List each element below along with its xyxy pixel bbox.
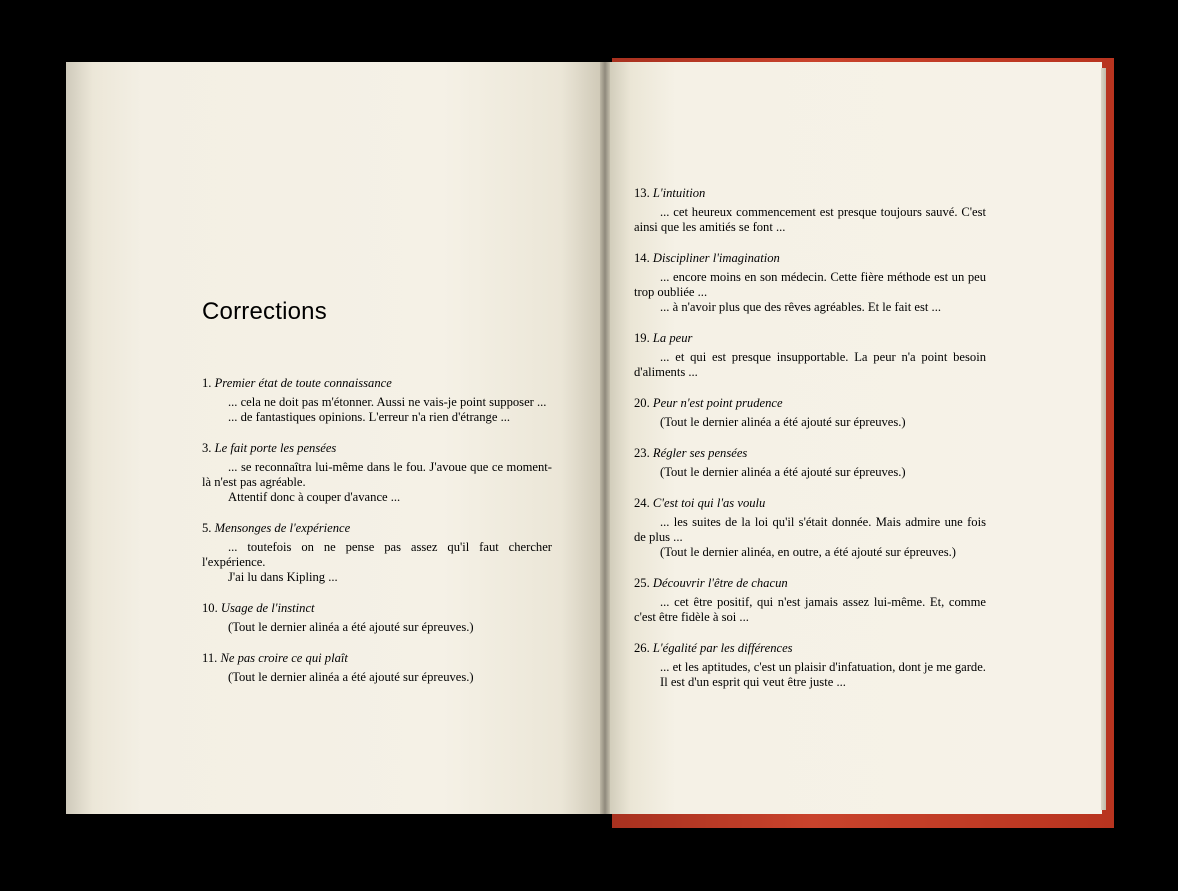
entry-name: L'égalité par les différences <box>652 641 793 655</box>
entry-number: 24. <box>634 496 650 510</box>
right-entry-list <box>634 186 986 690</box>
entry-number: 19. <box>634 331 650 345</box>
correction-entry <box>634 641 986 690</box>
page-edges <box>1101 68 1106 810</box>
entry-paragraph: J'ai lu dans Kipling ... <box>228 570 338 584</box>
entry-title <box>202 441 552 456</box>
correction-entry <box>634 446 986 480</box>
entry-name: C'est toi qui l'as voulu <box>652 496 766 510</box>
entry-paragraph: (Tout le dernier alinéa a été ajouté sur épreuves.) <box>228 620 474 634</box>
entry-paragraph: ... cet heureux commencement est presque toujours sauvé. C'est ainsi que les amitiés se font ... <box>634 205 986 234</box>
left-entry-list <box>202 376 552 685</box>
entry-number: 1. <box>202 376 212 390</box>
entry-name: Usage de l'instinct <box>220 601 315 615</box>
entry-paragraph: Il est d'un esprit qui veut être juste ... <box>660 675 846 689</box>
page-heading: Corrections <box>202 298 327 325</box>
entry-name: Discipliner l'imagination <box>652 251 780 265</box>
entry-paragraph: ... de fantastiques opinions. L'erreur n'a rien d'étrange ... <box>228 410 511 424</box>
correction-entry <box>634 496 986 560</box>
entry-number: 23. <box>634 446 650 460</box>
entry-number: 5. <box>202 521 212 535</box>
entry-paragraph: ... à n'avoir plus que des rêves agréables. Et le fait est ... <box>660 300 941 314</box>
entry-title <box>634 496 986 511</box>
entry-title <box>634 576 986 591</box>
entry-name: Peur n'est point prudence <box>652 396 783 410</box>
entry-name: La peur <box>652 331 693 345</box>
entry-paragraph: ... et les aptitudes, c'est un plaisir d'infatuation, dont je me garde. <box>660 660 986 674</box>
entry-title <box>202 376 552 391</box>
correction-entry <box>202 651 552 685</box>
entry-paragraph: (Tout le dernier alinéa a été ajouté sur épreuves.) <box>228 670 474 684</box>
entry-paragraph: Attentif donc à couper d'avance ... <box>228 490 401 504</box>
right-page-content <box>634 186 986 706</box>
entry-paragraph: ... les suites de la loi qu'il s'était donnée. Mais admire une fois de plus ... <box>634 515 986 544</box>
entry-title <box>202 521 552 536</box>
entry-paragraph: (Tout le dernier alinéa a été ajouté sur épreuves.) <box>660 465 906 479</box>
book-gutter <box>600 62 610 814</box>
entry-number: 11. <box>202 651 218 665</box>
entry-paragraph: (Tout le dernier alinéa, en outre, a été ajouté sur épreuves.) <box>660 545 956 559</box>
entry-number: 26. <box>634 641 650 655</box>
correction-entry <box>634 251 986 315</box>
entry-name: Premier état de toute connaissance <box>214 376 392 390</box>
entry-name: Découvrir l'être de chacun <box>652 576 788 590</box>
entry-paragraph: ... se reconnaîtra lui-même dans le fou. J'avoue que ce moment-là n'est pas agréable. <box>202 460 552 489</box>
correction-entry <box>202 601 552 635</box>
correction-entry <box>202 521 552 585</box>
entry-title <box>634 331 986 346</box>
entry-number: 14. <box>634 251 650 265</box>
correction-entry <box>634 186 986 235</box>
entry-number: 13. <box>634 186 650 200</box>
entry-paragraph: ... toutefois on ne pense pas assez qu'il faut chercher l'expérience. <box>202 540 552 569</box>
entry-paragraph: ... cet être positif, qui n'est jamais assez lui-même. Et, comme c'est être fidèle à soi ... <box>634 595 986 624</box>
correction-entry <box>202 441 552 505</box>
entry-paragraph: ... et qui est presque insupportable. La peur n'a point besoin d'aliments ... <box>634 350 986 379</box>
correction-entry <box>634 331 986 380</box>
entry-title <box>202 601 552 616</box>
left-page-content <box>202 300 552 701</box>
entry-title <box>634 186 986 201</box>
entry-title <box>202 651 552 666</box>
entry-name: Mensonges de l'expérience <box>214 521 351 535</box>
entry-name: L'intuition <box>652 186 706 200</box>
entry-number: 20. <box>634 396 650 410</box>
entry-title <box>634 396 986 411</box>
entry-paragraph: ... cela ne doit pas m'étonner. Aussi ne vais-je point supposer ... <box>228 395 547 409</box>
entry-title <box>634 251 986 266</box>
entry-name: Le fait porte les pensées <box>214 441 337 455</box>
entry-title <box>634 641 986 656</box>
correction-entry <box>634 396 986 430</box>
entry-name: Ne pas croire ce qui plaît <box>220 651 348 665</box>
entry-number: 3. <box>202 441 212 455</box>
entry-title <box>634 446 986 461</box>
correction-entry <box>202 376 552 425</box>
entry-paragraph: (Tout le dernier alinéa a été ajouté sur épreuves.) <box>660 415 906 429</box>
correction-entry <box>634 576 986 625</box>
entry-name: Régler ses pensées <box>652 446 748 460</box>
entry-number: 10. <box>202 601 218 615</box>
entry-paragraph: ... encore moins en son médecin. Cette fière méthode est un peu trop oubliée ... <box>634 270 986 299</box>
entry-number: 25. <box>634 576 650 590</box>
